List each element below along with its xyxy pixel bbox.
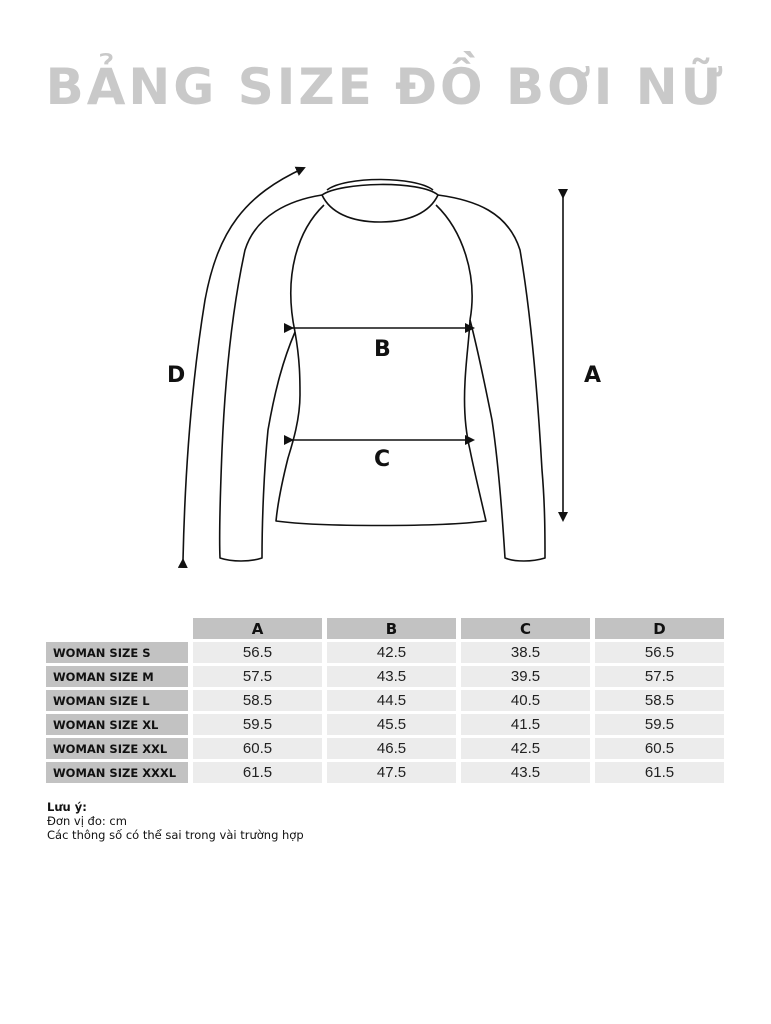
right-sleeve-outline <box>438 195 545 561</box>
table-cell: 58.5 <box>595 690 724 711</box>
table-corner <box>46 618 188 639</box>
table-cell: 61.5 <box>595 762 724 783</box>
column-header-a: A <box>193 618 322 639</box>
table-row <box>46 714 724 735</box>
table-row <box>46 738 724 759</box>
page-title: BẢNG SIZE ĐỒ BƠI NỮ <box>45 58 726 116</box>
table-cell: 57.5 <box>193 666 322 687</box>
measure-d-arrow <box>183 168 304 560</box>
table-cell: 46.5 <box>327 738 456 759</box>
table-row <box>46 666 724 687</box>
table-row <box>46 690 724 711</box>
row-label: WOMAN SIZE XXL <box>46 738 188 759</box>
notes-line-unit: Đơn vị đo: cm <box>47 814 127 828</box>
table-cell: 45.5 <box>327 714 456 735</box>
table-cell: 58.5 <box>193 690 322 711</box>
table-header-row <box>46 618 724 639</box>
label-c: C <box>374 447 391 472</box>
table-cell: 38.5 <box>461 642 590 663</box>
table-cell: 43.5 <box>327 666 456 687</box>
table-row <box>46 762 724 783</box>
table-cell: 59.5 <box>193 714 322 735</box>
label-b: B <box>374 337 391 362</box>
table-cell: 56.5 <box>595 642 724 663</box>
size-table <box>41 615 729 786</box>
row-label: WOMAN SIZE S <box>46 642 188 663</box>
table-cell: 43.5 <box>461 762 590 783</box>
row-label: WOMAN SIZE XXXL <box>46 762 188 783</box>
row-label: WOMAN SIZE XL <box>46 714 188 735</box>
collar-outline <box>322 184 438 222</box>
label-a: A <box>584 363 602 388</box>
notes-line-disclaimer: Các thông số có thể sai trong vài trường hợp <box>47 828 304 842</box>
table-cell: 59.5 <box>595 714 724 735</box>
table-cell: 42.5 <box>327 642 456 663</box>
table-cell: 42.5 <box>461 738 590 759</box>
table-cell: 40.5 <box>461 690 590 711</box>
table-cell: 56.5 <box>193 642 322 663</box>
left-sleeve-outline <box>220 195 322 561</box>
table-cell: 57.5 <box>595 666 724 687</box>
table-cell: 60.5 <box>595 738 724 759</box>
notes <box>47 800 304 842</box>
table-cell: 60.5 <box>193 738 322 759</box>
table-cell: 44.5 <box>327 690 456 711</box>
table-cell: 41.5 <box>461 714 590 735</box>
table-row <box>46 642 724 663</box>
row-label: WOMAN SIZE L <box>46 690 188 711</box>
column-header-d: D <box>595 618 724 639</box>
table-cell: 61.5 <box>193 762 322 783</box>
column-header-c: C <box>461 618 590 639</box>
label-d: D <box>167 363 186 388</box>
table-cell: 39.5 <box>461 666 590 687</box>
column-header-b: B <box>327 618 456 639</box>
row-label: WOMAN SIZE M <box>46 666 188 687</box>
notes-title: Lưu ý: <box>47 800 87 814</box>
table-cell: 47.5 <box>327 762 456 783</box>
